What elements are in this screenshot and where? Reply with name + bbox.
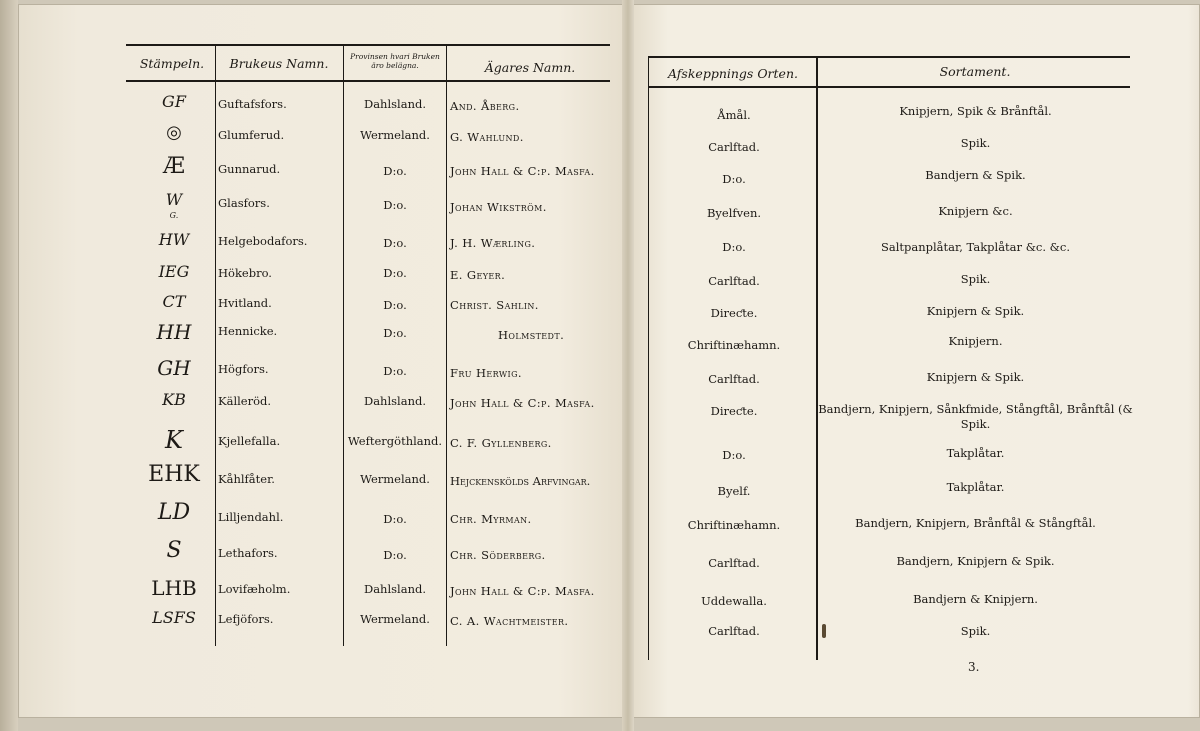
book-edge: [0, 0, 18, 731]
province-cell: Wermeland.: [360, 612, 430, 626]
place-cell: Åmål.: [717, 108, 751, 122]
stamp-cell: GF: [162, 92, 186, 111]
stamp-subscript: G.: [169, 211, 179, 220]
province-cell: D:o.: [383, 164, 407, 178]
owner-cell: Christ. Sahlin.: [450, 298, 539, 312]
place-cell: Uddewalla.: [701, 594, 767, 608]
works-cell: Helgebodafors.: [218, 234, 308, 248]
header-owner: Ägares Namn.: [484, 60, 576, 75]
place-cell: Chriftinæhamn.: [687, 518, 781, 532]
stamp-cell: KB: [162, 390, 186, 409]
stamp-cell: HW: [158, 230, 190, 249]
assortment-cell: Spik.: [960, 136, 991, 150]
place-cell: D:o.: [722, 240, 746, 254]
works-cell: Hökebro.: [218, 266, 272, 280]
header-place: Afskeppnings Orten.: [668, 66, 798, 81]
stamp-cell: W: [165, 190, 183, 209]
assortment-cell: Knipjern & Spik.: [926, 304, 1025, 318]
assortment-cell: Saltpanplåtar, Takplåtar &c. &c.: [880, 240, 1071, 254]
left-col-rule-2: [343, 46, 344, 646]
owner-cell: C. A. Wachtmeister.: [450, 614, 569, 628]
owner-cell: Hejckenskölds Arfvingar.: [450, 474, 591, 488]
assortment-cell: Bandjern & Knipjern.: [913, 592, 1038, 606]
province-cell: D:o.: [383, 364, 407, 378]
stamp-cell: LHB: [151, 576, 197, 600]
stamp-cell: EHK: [148, 462, 200, 487]
stamp-cell: LSFS: [152, 608, 196, 627]
province-cell: Wermeland.: [360, 472, 430, 486]
header-stamp: Stämpeln.: [139, 56, 205, 71]
province-cell: D:o.: [383, 298, 407, 312]
place-cell: Chriftinæhamn.: [687, 338, 781, 352]
works-cell: Kåhlfåter.: [218, 472, 275, 486]
place-cell: Carlftad.: [708, 140, 760, 154]
assortment-cell: Bandjern, Knipjern, Sånkfmide, Stångftål, Brånftål (& Spik.: [818, 402, 1133, 431]
stamp-cell: GH: [157, 356, 191, 380]
place-cell: Carlftad.: [708, 556, 760, 570]
left-col-rule-3: [446, 46, 447, 646]
assortment-cell: Takplåtar.: [946, 480, 1005, 494]
place-cell: Carlftad.: [708, 372, 760, 386]
works-cell: Glumferud.: [218, 128, 285, 142]
place-cell: D:o.: [722, 448, 746, 462]
assortment-cell: Spik.: [960, 624, 991, 638]
header-assortment: Sortament.: [939, 64, 1011, 79]
place-cell: Byelfven.: [706, 206, 762, 220]
page-number: 3.: [968, 660, 980, 674]
works-cell: Gunnarud.: [218, 162, 281, 176]
works-cell: Glasfors.: [218, 196, 270, 210]
province-cell: D:o.: [383, 198, 407, 212]
works-cell: Högfors.: [218, 362, 269, 376]
works-cell: Lovifæholm.: [218, 582, 291, 596]
owner-cell: Fru Herwig.: [450, 366, 522, 380]
assortment-cell: Bandjern & Spik.: [925, 168, 1026, 182]
owner-cell: John Hall & C:p. Masfa.: [450, 164, 595, 178]
owner-cell: Johan Wikström.: [450, 200, 547, 214]
left-col-rule-1: [215, 46, 216, 646]
owner-cell: J. H. Wærling.: [450, 236, 536, 250]
works-cell: Guftafsfors.: [218, 97, 287, 111]
assortment-cell: Spik.: [960, 272, 991, 286]
book-gutter: [622, 0, 634, 731]
province-cell: D:o.: [383, 548, 407, 562]
owner-cell: C. F. Gyllenberg.: [450, 436, 552, 450]
works-cell: Lefjöfors.: [218, 612, 274, 626]
province-cell: Dahlsland.: [363, 582, 427, 596]
owner-cell: Chr. Myrman.: [450, 512, 532, 526]
works-cell: Kjellefalla.: [218, 434, 281, 448]
works-cell: Källeröd.: [218, 394, 272, 408]
owner-cell: And. Åberg.: [450, 99, 520, 113]
owner-cell: Chr. Söderberg.: [450, 548, 546, 562]
province-cell: Weftergöthland.: [347, 434, 443, 448]
left-top-rule: [126, 44, 610, 46]
stamp-cell: Æ: [162, 154, 186, 179]
owner-cell: G. Wahlund.: [450, 130, 524, 144]
place-cell: D:o.: [722, 172, 746, 186]
works-cell: Lilljendahl.: [218, 510, 284, 524]
place-cell: Carlftad.: [708, 274, 760, 288]
works-cell: Hennicke.: [218, 324, 278, 338]
assortment-cell: Knipjern & Spik.: [926, 370, 1025, 384]
stamp-cell: S: [166, 538, 182, 563]
header-works: Brukeus Namn.: [229, 56, 329, 71]
place-cell: Byelf.: [717, 484, 751, 498]
works-cell: Hvitland.: [218, 296, 272, 310]
left-header-rule: [126, 80, 610, 82]
assortment-cell: Bandjern, Knipjern, Brånftål & Stångftål.: [855, 516, 1096, 530]
assortment-cell: Bandjern, Knipjern & Spik.: [896, 554, 1055, 568]
right-col-rule-left: [648, 58, 649, 660]
assortment-cell: Knipjern.: [948, 334, 1003, 348]
works-cell: Lethafors.: [218, 546, 278, 560]
right-header-rule: [648, 86, 1130, 88]
owner-cell: E. Geyer.: [450, 268, 506, 282]
header-province: Provinsen hvari Bruken äro belägna.: [350, 52, 440, 70]
stamp-cell: ◎: [166, 122, 182, 143]
stamp-cell: HH: [156, 320, 192, 344]
owner-cell: John Hall & C:p. Masfa.: [450, 584, 595, 598]
owner-cell: Holmstedt.: [498, 328, 565, 342]
left-page: [18, 4, 628, 718]
assortment-cell: Takplåtar.: [946, 446, 1005, 460]
province-cell: D:o.: [383, 236, 407, 250]
assortment-cell: Knipjern, Spik & Brånftål.: [899, 104, 1052, 118]
place-cell: Direƈte.: [710, 404, 758, 418]
assortment-cell: Knipjern &c.: [938, 204, 1013, 218]
stamp-cell: K: [165, 426, 183, 454]
place-cell: Direƈte.: [710, 306, 758, 320]
stamp-cell: LD: [157, 500, 191, 525]
stamp-cell: CT: [162, 292, 186, 311]
right-top-rule: [648, 56, 1130, 58]
province-cell: Dahlsland.: [363, 394, 427, 408]
owner-cell: John Hall & C:p. Masfa.: [450, 396, 595, 410]
province-cell: D:o.: [383, 326, 407, 340]
stamp-cell: IEG: [158, 262, 190, 281]
place-cell: Carlftad.: [708, 624, 760, 638]
province-cell: D:o.: [383, 512, 407, 526]
ink-stain: [822, 624, 826, 638]
province-cell: D:o.: [383, 266, 407, 280]
province-cell: Dahlsland.: [363, 97, 427, 111]
province-cell: Wermeland.: [360, 128, 430, 142]
